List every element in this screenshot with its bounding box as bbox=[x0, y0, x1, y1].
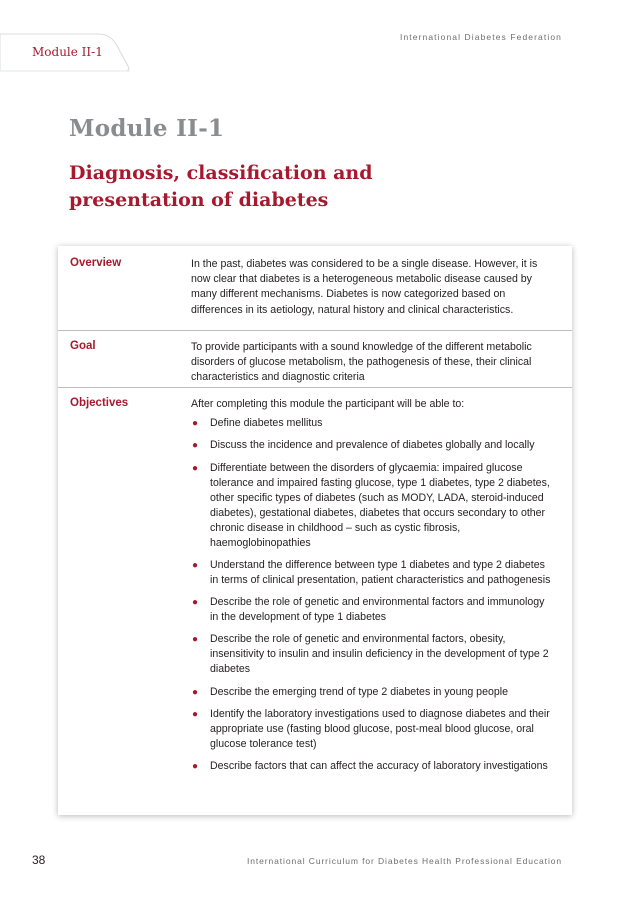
list-item bbox=[191, 595, 551, 625]
overview-label: Overview bbox=[70, 257, 122, 269]
list-item bbox=[191, 461, 551, 551]
list-item bbox=[191, 685, 551, 700]
objective-text: Describe the emerging trend of type 2 diabetes in young people bbox=[210, 685, 508, 698]
list-item bbox=[191, 558, 551, 588]
objective-text: Understand the difference between type 1 diabetes and type 2 diabetes in terms of clinical presentation, patient characteristics and pathogenesis bbox=[210, 558, 551, 586]
module-summary-panel bbox=[58, 246, 572, 815]
divider bbox=[58, 387, 572, 388]
footer-text: International Curriculum for Diabetes Health Professional Education bbox=[247, 856, 562, 866]
page-number: 38 bbox=[32, 853, 46, 867]
bullet-icon: ● bbox=[192, 634, 199, 646]
list-item bbox=[191, 759, 551, 774]
bullet-icon: ● bbox=[192, 709, 199, 721]
header-organization: International Diabetes Federation bbox=[400, 32, 562, 42]
bullet-icon: ● bbox=[192, 418, 199, 429]
divider bbox=[58, 330, 572, 331]
bullet-icon: ● bbox=[192, 559, 199, 571]
objective-text: Describe factors that can affect the accuracy of laboratory investigations bbox=[210, 760, 548, 773]
objective-text: Identify the laboratory investigations used to diagnose diabetes and their appropriate use (fasting blood glucose, post-meal blood glucose, oral glucose tolerance test) bbox=[210, 708, 550, 751]
bullet-icon: ● bbox=[192, 686, 199, 698]
list-item bbox=[191, 632, 551, 677]
bullet-icon: ● bbox=[192, 597, 199, 609]
objectives-intro: After completing this module the participant will be able to: bbox=[191, 398, 465, 410]
objectives-label: Objectives bbox=[70, 397, 129, 409]
overview-text: In the past, diabetes was considered to be a single disease. However, it is now clear that diabetes is a heterogeneous metabolic disease caused by many different mechanisms. Diabetes is now categorized based on differences in its aetiology, natural history and clinical characteristics. bbox=[191, 258, 538, 316]
objectives-list bbox=[191, 416, 551, 782]
module-title: Module II-1 bbox=[69, 115, 225, 142]
bullet-icon: ● bbox=[192, 440, 199, 452]
bullet-icon: ● bbox=[192, 761, 199, 773]
bullet-icon: ● bbox=[192, 462, 199, 474]
goal-label: Goal bbox=[70, 340, 96, 352]
objective-text: Describe the role of genetic and environmental factors, obesity, insensitivity to insulin and insulin deficiency in the development of type 2 diabetes bbox=[210, 633, 549, 676]
list-item bbox=[191, 438, 551, 453]
module-subtitle: Diagnosis, classification and presentation of diabetes bbox=[69, 162, 373, 211]
objective-text: Describe the role of genetic and environmental factors and immunology in the development of type 1 diabetes bbox=[210, 596, 545, 624]
list-item bbox=[191, 416, 551, 431]
objective-text: Differentiate between the disorders of glycaemia: impaired glucose tolerance and impaired fasting glucose, type 1 diabetes, type 2 diabetes, other specific types of diabetes (such as MODY, LADA, steroid-induced diabetes), gestational diabetes, diabetes that occurs secondary to other chronic disease in childhood – such as cystic fibrosis, haemoglobinopathies bbox=[210, 461, 550, 549]
goal-text: To provide participants with a sound knowledge of the different metabolic disorders of glucose metabolism, the pathogenesis of these, their clinical characteristics and diagnostic criteria bbox=[191, 341, 532, 384]
objective-text: Discuss the incidence and prevalence of diabetes globally and locally bbox=[210, 439, 535, 452]
module-tab-label: Module II-1 bbox=[32, 45, 103, 59]
list-item bbox=[191, 707, 551, 752]
objective-text: Define diabetes mellitus bbox=[210, 417, 323, 429]
